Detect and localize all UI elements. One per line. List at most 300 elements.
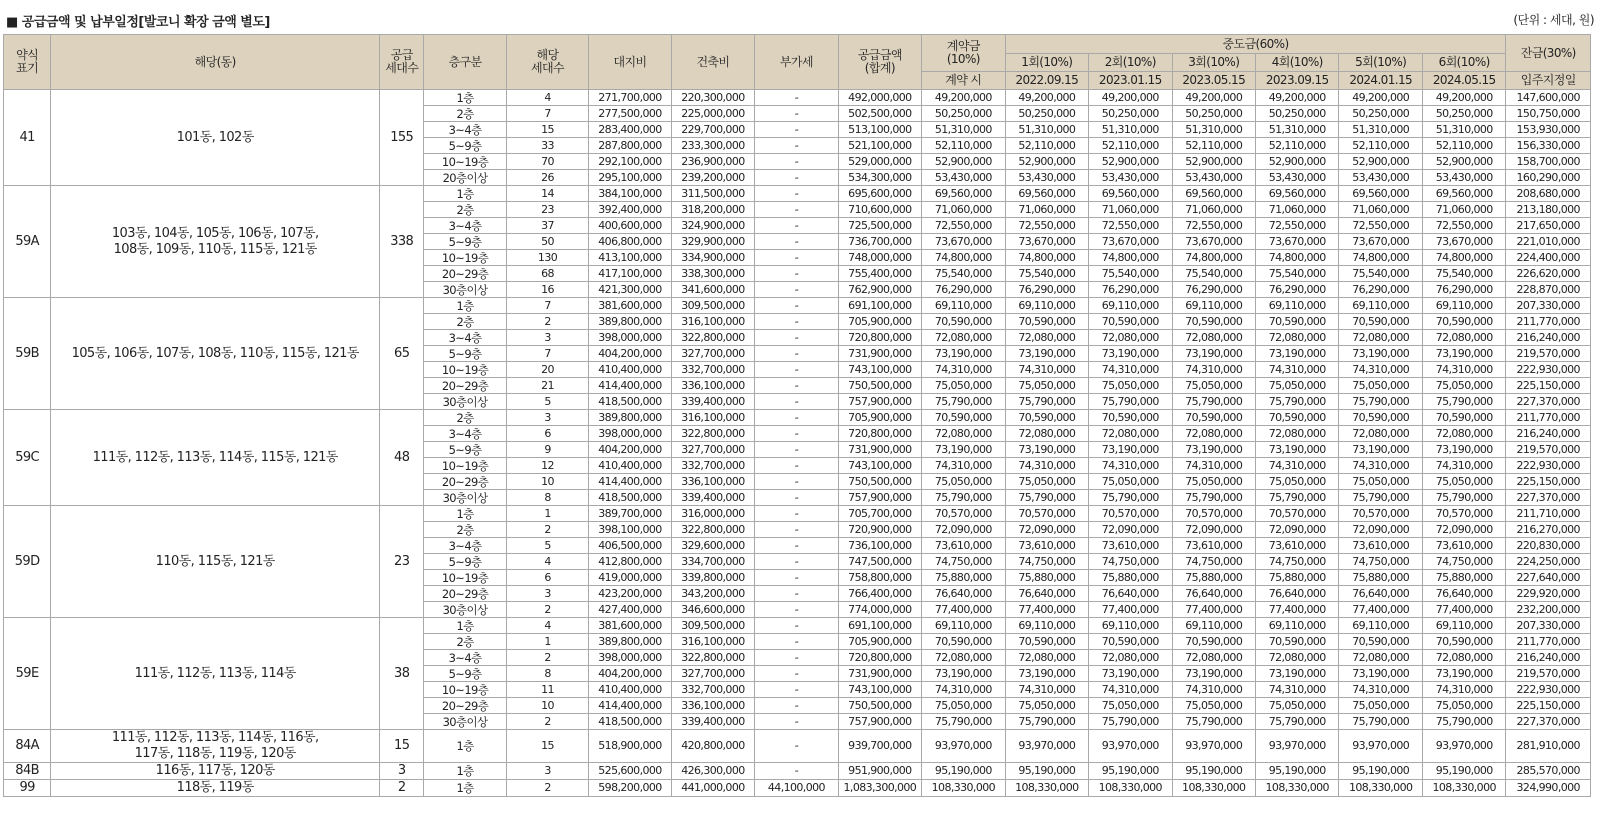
dong-cell: 105동, 106동, 107동, 108동, 110동, 115동, 121동: [51, 298, 380, 410]
installment-cell: 72,080,000: [1422, 330, 1506, 346]
contract-cell: 75,790,000: [922, 714, 1005, 730]
floor-cell: 3~4층: [424, 218, 506, 234]
units-cell: 2: [506, 714, 588, 730]
installment-cell: 75,790,000: [1089, 490, 1172, 506]
units-cell: 15: [506, 122, 588, 138]
installment-cell: 75,050,000: [1172, 698, 1255, 714]
installment-cell: 108,330,000: [1089, 780, 1172, 797]
units-cell: 7: [506, 298, 588, 314]
total-cell: 720,800,000: [838, 426, 921, 442]
land-cost-cell: 413,100,000: [589, 250, 671, 266]
table-title: ■ 공급금액 및 납부일정[발코니 확장 금액 별도]: [6, 15, 270, 30]
supply-units-cell: 2: [380, 780, 424, 797]
installment-cell: 73,190,000: [1172, 442, 1255, 458]
installment-cell: 49,200,000: [1422, 90, 1506, 106]
units-cell: 70: [506, 154, 588, 170]
installment-cell: 72,080,000: [1339, 426, 1422, 442]
installment-cell: 75,540,000: [1089, 266, 1172, 282]
installment-cell: 70,590,000: [1089, 314, 1172, 330]
building-cost-cell: 420,800,000: [671, 730, 754, 763]
units-cell: 37: [506, 218, 588, 234]
units-cell: 8: [506, 490, 588, 506]
total-cell: 705,900,000: [838, 314, 921, 330]
installment-cell: 74,310,000: [1339, 458, 1422, 474]
units-cell: 7: [506, 106, 588, 122]
building-cost-cell: 316,000,000: [671, 506, 754, 522]
vat-cell: -: [755, 90, 838, 106]
installment-cell: 72,080,000: [1422, 650, 1506, 666]
land-cost-cell: 277,500,000: [589, 106, 671, 122]
installment-cell: 75,790,000: [1339, 490, 1422, 506]
installment-cell: 76,290,000: [1422, 282, 1506, 298]
dong-cell: 111동, 112동, 113동, 114동: [51, 618, 380, 730]
installment-cell: 52,110,000: [1339, 138, 1422, 154]
installment-cell: 52,110,000: [1172, 138, 1255, 154]
installment-cell: 108,330,000: [1422, 780, 1506, 797]
units-cell: 130: [506, 250, 588, 266]
building-cost-cell: 220,300,000: [671, 90, 754, 106]
table-header: [4, 35, 1591, 90]
installment-cell: 70,590,000: [1339, 634, 1422, 650]
installment-cell: 74,800,000: [1339, 250, 1422, 266]
building-cost-cell: 339,400,000: [671, 394, 754, 410]
vat-cell: -: [755, 538, 838, 554]
land-cost-cell: 292,100,000: [589, 154, 671, 170]
land-cost-cell: 406,800,000: [589, 234, 671, 250]
building-cost-cell: 322,800,000: [671, 330, 754, 346]
floor-cell: 1층: [424, 90, 506, 106]
balance-cell: 227,370,000: [1506, 714, 1591, 730]
installment-cell: 74,800,000: [1422, 250, 1506, 266]
installment-cell: 70,570,000: [1339, 506, 1422, 522]
supply-units-cell: 338: [380, 186, 424, 298]
installment-cell: 75,050,000: [1339, 698, 1422, 714]
installment-cell: 70,590,000: [1005, 314, 1088, 330]
units-cell: 26: [506, 170, 588, 186]
total-cell: 492,000,000: [838, 90, 921, 106]
installment-cell: 50,250,000: [1422, 106, 1506, 122]
installment-cell: 77,400,000: [1422, 602, 1506, 618]
building-cost-cell: 441,000,000: [671, 780, 754, 797]
installment-cell: 75,050,000: [1005, 378, 1088, 394]
installment-cell: 75,790,000: [1005, 394, 1088, 410]
contract-cell: 75,050,000: [922, 474, 1005, 490]
contract-cell: 72,080,000: [922, 426, 1005, 442]
header-installment: 3회(10%): [1172, 54, 1255, 72]
total-cell: 705,700,000: [838, 506, 921, 522]
total-cell: 748,000,000: [838, 250, 921, 266]
balance-cell: 220,830,000: [1506, 538, 1591, 554]
installment-cell: 75,790,000: [1005, 714, 1088, 730]
installment-cell: 75,790,000: [1255, 394, 1338, 410]
units-cell: 3: [506, 586, 588, 602]
land-cost-cell: 410,400,000: [589, 682, 671, 698]
vat-cell: -: [755, 554, 838, 570]
installment-cell: 74,310,000: [1339, 362, 1422, 378]
balance-cell: 232,200,000: [1506, 602, 1591, 618]
installment-cell: 49,200,000: [1089, 90, 1172, 106]
vat-cell: -: [755, 170, 838, 186]
land-cost-cell: 418,500,000: [589, 490, 671, 506]
installment-cell: 70,590,000: [1255, 634, 1338, 650]
contract-cell: 72,550,000: [922, 218, 1005, 234]
installment-cell: 51,310,000: [1005, 122, 1088, 138]
installment-cell: 70,590,000: [1172, 634, 1255, 650]
floor-cell: 3~4층: [424, 538, 506, 554]
total-cell: 705,900,000: [838, 410, 921, 426]
installment-cell: 70,590,000: [1422, 410, 1506, 426]
installment-cell: 75,050,000: [1089, 378, 1172, 394]
units-cell: 2: [506, 780, 588, 797]
land-cost-cell: 398,000,000: [589, 426, 671, 442]
installment-cell: 69,110,000: [1339, 618, 1422, 634]
installment-cell: 76,290,000: [1339, 282, 1422, 298]
floor-cell: 5~9층: [424, 554, 506, 570]
total-cell: 513,100,000: [838, 122, 921, 138]
land-cost-cell: 421,300,000: [589, 282, 671, 298]
installment-cell: 93,970,000: [1089, 730, 1172, 763]
balance-cell: 227,640,000: [1506, 570, 1591, 586]
header-balance-when: 입주지정일: [1506, 72, 1591, 90]
floor-cell: 2층: [424, 634, 506, 650]
installment-cell: 73,670,000: [1005, 234, 1088, 250]
contract-cell: 75,880,000: [922, 570, 1005, 586]
dong-cell: 103동, 104동, 105동, 106동, 107동, 108동, 109동, 110동, 115동, 121동: [51, 186, 380, 298]
contract-cell: 74,310,000: [922, 682, 1005, 698]
installment-cell: 69,560,000: [1339, 186, 1422, 202]
balance-cell: 216,270,000: [1506, 522, 1591, 538]
header-contract-when: 계약 시: [922, 72, 1005, 90]
units-cell: 21: [506, 378, 588, 394]
total-cell: 743,100,000: [838, 458, 921, 474]
table-row: [4, 730, 1591, 763]
installment-cell: 73,190,000: [1089, 666, 1172, 682]
installment-cell: 70,590,000: [1422, 634, 1506, 650]
units-cell: 3: [506, 330, 588, 346]
total-cell: 774,000,000: [838, 602, 921, 618]
installment-cell: 53,430,000: [1255, 170, 1338, 186]
installment-cell: 74,310,000: [1422, 682, 1506, 698]
installment-cell: 74,800,000: [1172, 250, 1255, 266]
balance-cell: 208,680,000: [1506, 186, 1591, 202]
supply-units-cell: 38: [380, 618, 424, 730]
total-cell: 725,500,000: [838, 218, 921, 234]
installment-cell: 93,970,000: [1005, 730, 1088, 763]
total-cell: 762,900,000: [838, 282, 921, 298]
balance-cell: 225,150,000: [1506, 474, 1591, 490]
floor-cell: 2층: [424, 106, 506, 122]
table-row: [4, 780, 1591, 797]
units-cell: 4: [506, 618, 588, 634]
installment-cell: 69,110,000: [1339, 298, 1422, 314]
building-cost-cell: 336,100,000: [671, 698, 754, 714]
land-cost-cell: 398,000,000: [589, 650, 671, 666]
floor-cell: 1층: [424, 780, 506, 797]
installment-cell: 73,190,000: [1089, 442, 1172, 458]
floor-cell: 5~9층: [424, 346, 506, 362]
balance-cell: 156,330,000: [1506, 138, 1591, 154]
contract-cell: 74,310,000: [922, 362, 1005, 378]
building-cost-cell: 322,800,000: [671, 522, 754, 538]
installment-cell: 75,790,000: [1172, 714, 1255, 730]
header-installment: 6회(10%): [1422, 54, 1506, 72]
installment-cell: 72,080,000: [1005, 650, 1088, 666]
installment-cell: 72,080,000: [1339, 330, 1422, 346]
balance-cell: 222,930,000: [1506, 682, 1591, 698]
units-cell: 2: [506, 314, 588, 330]
vat-cell: -: [755, 650, 838, 666]
building-cost-cell: 332,700,000: [671, 458, 754, 474]
installment-cell: 50,250,000: [1255, 106, 1338, 122]
header-date: 2023.09.15: [1255, 72, 1338, 90]
installment-cell: 72,550,000: [1255, 218, 1338, 234]
units-cell: 68: [506, 266, 588, 282]
total-cell: 736,100,000: [838, 538, 921, 554]
total-cell: 766,400,000: [838, 586, 921, 602]
installment-cell: 75,050,000: [1172, 474, 1255, 490]
building-cost-cell: 322,800,000: [671, 426, 754, 442]
header-units: 해당 세대수: [506, 35, 588, 90]
contract-cell: 76,640,000: [922, 586, 1005, 602]
contract-cell: 95,190,000: [922, 763, 1005, 780]
balance-cell: 221,010,000: [1506, 234, 1591, 250]
balance-cell: 227,370,000: [1506, 490, 1591, 506]
installment-cell: 75,050,000: [1339, 474, 1422, 490]
installment-cell: 50,250,000: [1005, 106, 1088, 122]
vat-cell: -: [755, 106, 838, 122]
installment-cell: 93,970,000: [1339, 730, 1422, 763]
installment-cell: 53,430,000: [1339, 170, 1422, 186]
installment-cell: 73,190,000: [1255, 346, 1338, 362]
floor-cell: 5~9층: [424, 666, 506, 682]
land-cost-cell: 414,400,000: [589, 474, 671, 490]
installment-cell: 73,670,000: [1422, 234, 1506, 250]
installment-cell: 74,750,000: [1255, 554, 1338, 570]
installment-cell: 73,190,000: [1339, 666, 1422, 682]
units-cell: 16: [506, 282, 588, 298]
installment-cell: 69,110,000: [1172, 618, 1255, 634]
installment-cell: 73,190,000: [1005, 346, 1088, 362]
building-cost-cell: 324,900,000: [671, 218, 754, 234]
contract-cell: 72,090,000: [922, 522, 1005, 538]
installment-cell: 73,610,000: [1339, 538, 1422, 554]
installment-cell: 72,080,000: [1255, 650, 1338, 666]
balance-cell: 207,330,000: [1506, 618, 1591, 634]
units-cell: 1: [506, 506, 588, 522]
installment-cell: 52,110,000: [1255, 138, 1338, 154]
installment-cell: 75,790,000: [1339, 394, 1422, 410]
header-installment: 1회(10%): [1005, 54, 1088, 72]
vat-cell: -: [755, 698, 838, 714]
installment-cell: 52,110,000: [1005, 138, 1088, 154]
balance-cell: 324,990,000: [1506, 780, 1591, 797]
table-row: [4, 90, 1591, 106]
total-cell: 736,700,000: [838, 234, 921, 250]
installment-cell: 75,790,000: [1339, 714, 1422, 730]
total-cell: 1,083,300,000: [838, 780, 921, 797]
contract-cell: 72,080,000: [922, 330, 1005, 346]
installment-cell: 74,310,000: [1172, 458, 1255, 474]
vat-cell: -: [755, 202, 838, 218]
installment-cell: 69,110,000: [1089, 298, 1172, 314]
installment-cell: 52,900,000: [1422, 154, 1506, 170]
floor-cell: 10~19층: [424, 682, 506, 698]
installment-cell: 74,310,000: [1005, 458, 1088, 474]
total-cell: 720,900,000: [838, 522, 921, 538]
installment-cell: 76,290,000: [1172, 282, 1255, 298]
installment-cell: 69,110,000: [1255, 298, 1338, 314]
total-cell: 695,600,000: [838, 186, 921, 202]
land-cost-cell: 381,600,000: [589, 618, 671, 634]
vat-cell: 44,100,000: [755, 780, 838, 797]
building-cost-cell: 339,800,000: [671, 570, 754, 586]
installment-cell: 71,060,000: [1339, 202, 1422, 218]
installment-cell: 73,190,000: [1089, 346, 1172, 362]
type-code-cell: 59B: [4, 298, 51, 410]
installment-cell: 69,560,000: [1172, 186, 1255, 202]
balance-cell: 150,750,000: [1506, 106, 1591, 122]
balance-cell: 219,570,000: [1506, 442, 1591, 458]
installment-cell: 70,590,000: [1089, 634, 1172, 650]
table-row: [4, 186, 1591, 202]
contract-cell: 74,750,000: [922, 554, 1005, 570]
installment-cell: 108,330,000: [1172, 780, 1255, 797]
supply-units-cell: 155: [380, 90, 424, 186]
floor-cell: 2층: [424, 522, 506, 538]
installment-cell: 69,110,000: [1089, 618, 1172, 634]
installment-cell: 75,050,000: [1422, 698, 1506, 714]
total-cell: 951,900,000: [838, 763, 921, 780]
vat-cell: -: [755, 682, 838, 698]
header-dong: 해당(동): [51, 35, 380, 90]
contract-cell: 73,670,000: [922, 234, 1005, 250]
installment-cell: 73,190,000: [1255, 442, 1338, 458]
installment-cell: 73,610,000: [1255, 538, 1338, 554]
building-cost-cell: 309,500,000: [671, 298, 754, 314]
land-cost-cell: 417,100,000: [589, 266, 671, 282]
building-cost-cell: 346,600,000: [671, 602, 754, 618]
land-cost-cell: 414,400,000: [589, 378, 671, 394]
total-cell: 757,900,000: [838, 490, 921, 506]
balance-cell: 216,240,000: [1506, 650, 1591, 666]
contract-cell: 51,310,000: [922, 122, 1005, 138]
supply-units-cell: 3: [380, 763, 424, 780]
floor-cell: 1층: [424, 618, 506, 634]
installment-cell: 70,570,000: [1005, 506, 1088, 522]
total-cell: 534,300,000: [838, 170, 921, 186]
installment-cell: 75,790,000: [1422, 714, 1506, 730]
type-code-cell: 59A: [4, 186, 51, 298]
installment-cell: 76,640,000: [1172, 586, 1255, 602]
vat-cell: -: [755, 394, 838, 410]
installment-cell: 71,060,000: [1422, 202, 1506, 218]
units-cell: 1: [506, 634, 588, 650]
installment-cell: 73,610,000: [1089, 538, 1172, 554]
land-cost-cell: 412,800,000: [589, 554, 671, 570]
installment-cell: 74,310,000: [1089, 362, 1172, 378]
type-code-cell: 59C: [4, 410, 51, 506]
land-cost-cell: 410,400,000: [589, 362, 671, 378]
installment-cell: 69,110,000: [1005, 618, 1088, 634]
total-cell: 747,500,000: [838, 554, 921, 570]
total-cell: 691,100,000: [838, 298, 921, 314]
building-cost-cell: 334,700,000: [671, 554, 754, 570]
balance-cell: 158,700,000: [1506, 154, 1591, 170]
floor-cell: 30층이상: [424, 602, 506, 618]
units-cell: 6: [506, 426, 588, 442]
installment-cell: 74,750,000: [1089, 554, 1172, 570]
installment-cell: 69,560,000: [1089, 186, 1172, 202]
total-cell: 731,900,000: [838, 442, 921, 458]
total-cell: 743,100,000: [838, 362, 921, 378]
contract-cell: 69,560,000: [922, 186, 1005, 202]
installment-cell: 77,400,000: [1339, 602, 1422, 618]
installment-cell: 53,430,000: [1005, 170, 1088, 186]
header-contract: 계약금 (10%): [922, 35, 1005, 72]
contract-cell: 69,110,000: [922, 618, 1005, 634]
installment-cell: 73,190,000: [1005, 666, 1088, 682]
installment-cell: 70,570,000: [1422, 506, 1506, 522]
unit-note: (단위 : 세대, 원): [1513, 13, 1594, 27]
installment-cell: 73,670,000: [1172, 234, 1255, 250]
building-cost-cell: 327,700,000: [671, 442, 754, 458]
installment-cell: 49,200,000: [1339, 90, 1422, 106]
floor-cell: 2층: [424, 314, 506, 330]
land-cost-cell: 427,400,000: [589, 602, 671, 618]
installment-cell: 77,400,000: [1255, 602, 1338, 618]
total-cell: 750,500,000: [838, 698, 921, 714]
building-cost-cell: 339,400,000: [671, 714, 754, 730]
installment-cell: 73,190,000: [1422, 666, 1506, 682]
contract-cell: 70,590,000: [922, 410, 1005, 426]
installment-cell: 75,050,000: [1005, 474, 1088, 490]
installment-cell: 75,540,000: [1422, 266, 1506, 282]
contract-cell: 53,430,000: [922, 170, 1005, 186]
installment-cell: 74,310,000: [1089, 682, 1172, 698]
installment-cell: 73,190,000: [1422, 442, 1506, 458]
installment-cell: 69,110,000: [1255, 618, 1338, 634]
units-cell: 11: [506, 682, 588, 698]
total-cell: 757,900,000: [838, 394, 921, 410]
installment-cell: 74,800,000: [1255, 250, 1338, 266]
building-cost-cell: 239,200,000: [671, 170, 754, 186]
land-cost-cell: 404,200,000: [589, 346, 671, 362]
installment-cell: 72,080,000: [1339, 650, 1422, 666]
floor-cell: 20~29층: [424, 266, 506, 282]
installment-cell: 75,540,000: [1339, 266, 1422, 282]
dong-cell: 111동, 112동, 113동, 114동, 115동, 121동: [51, 410, 380, 506]
vat-cell: -: [755, 314, 838, 330]
floor-cell: 1층: [424, 730, 506, 763]
installment-cell: 74,800,000: [1005, 250, 1088, 266]
installment-cell: 72,080,000: [1089, 426, 1172, 442]
installment-cell: 75,540,000: [1172, 266, 1255, 282]
header-installment: 2회(10%): [1089, 54, 1172, 72]
total-cell: 750,500,000: [838, 474, 921, 490]
installment-cell: 72,080,000: [1172, 650, 1255, 666]
floor-cell: 30층이상: [424, 394, 506, 410]
installment-cell: 49,200,000: [1005, 90, 1088, 106]
installment-cell: 74,750,000: [1005, 554, 1088, 570]
installment-cell: 72,080,000: [1005, 426, 1088, 442]
balance-cell: 207,330,000: [1506, 298, 1591, 314]
installment-cell: 95,190,000: [1422, 763, 1506, 780]
installment-cell: 74,310,000: [1005, 362, 1088, 378]
land-cost-cell: 418,500,000: [589, 394, 671, 410]
vat-cell: -: [755, 138, 838, 154]
units-cell: 5: [506, 538, 588, 554]
land-cost-cell: 419,000,000: [589, 570, 671, 586]
